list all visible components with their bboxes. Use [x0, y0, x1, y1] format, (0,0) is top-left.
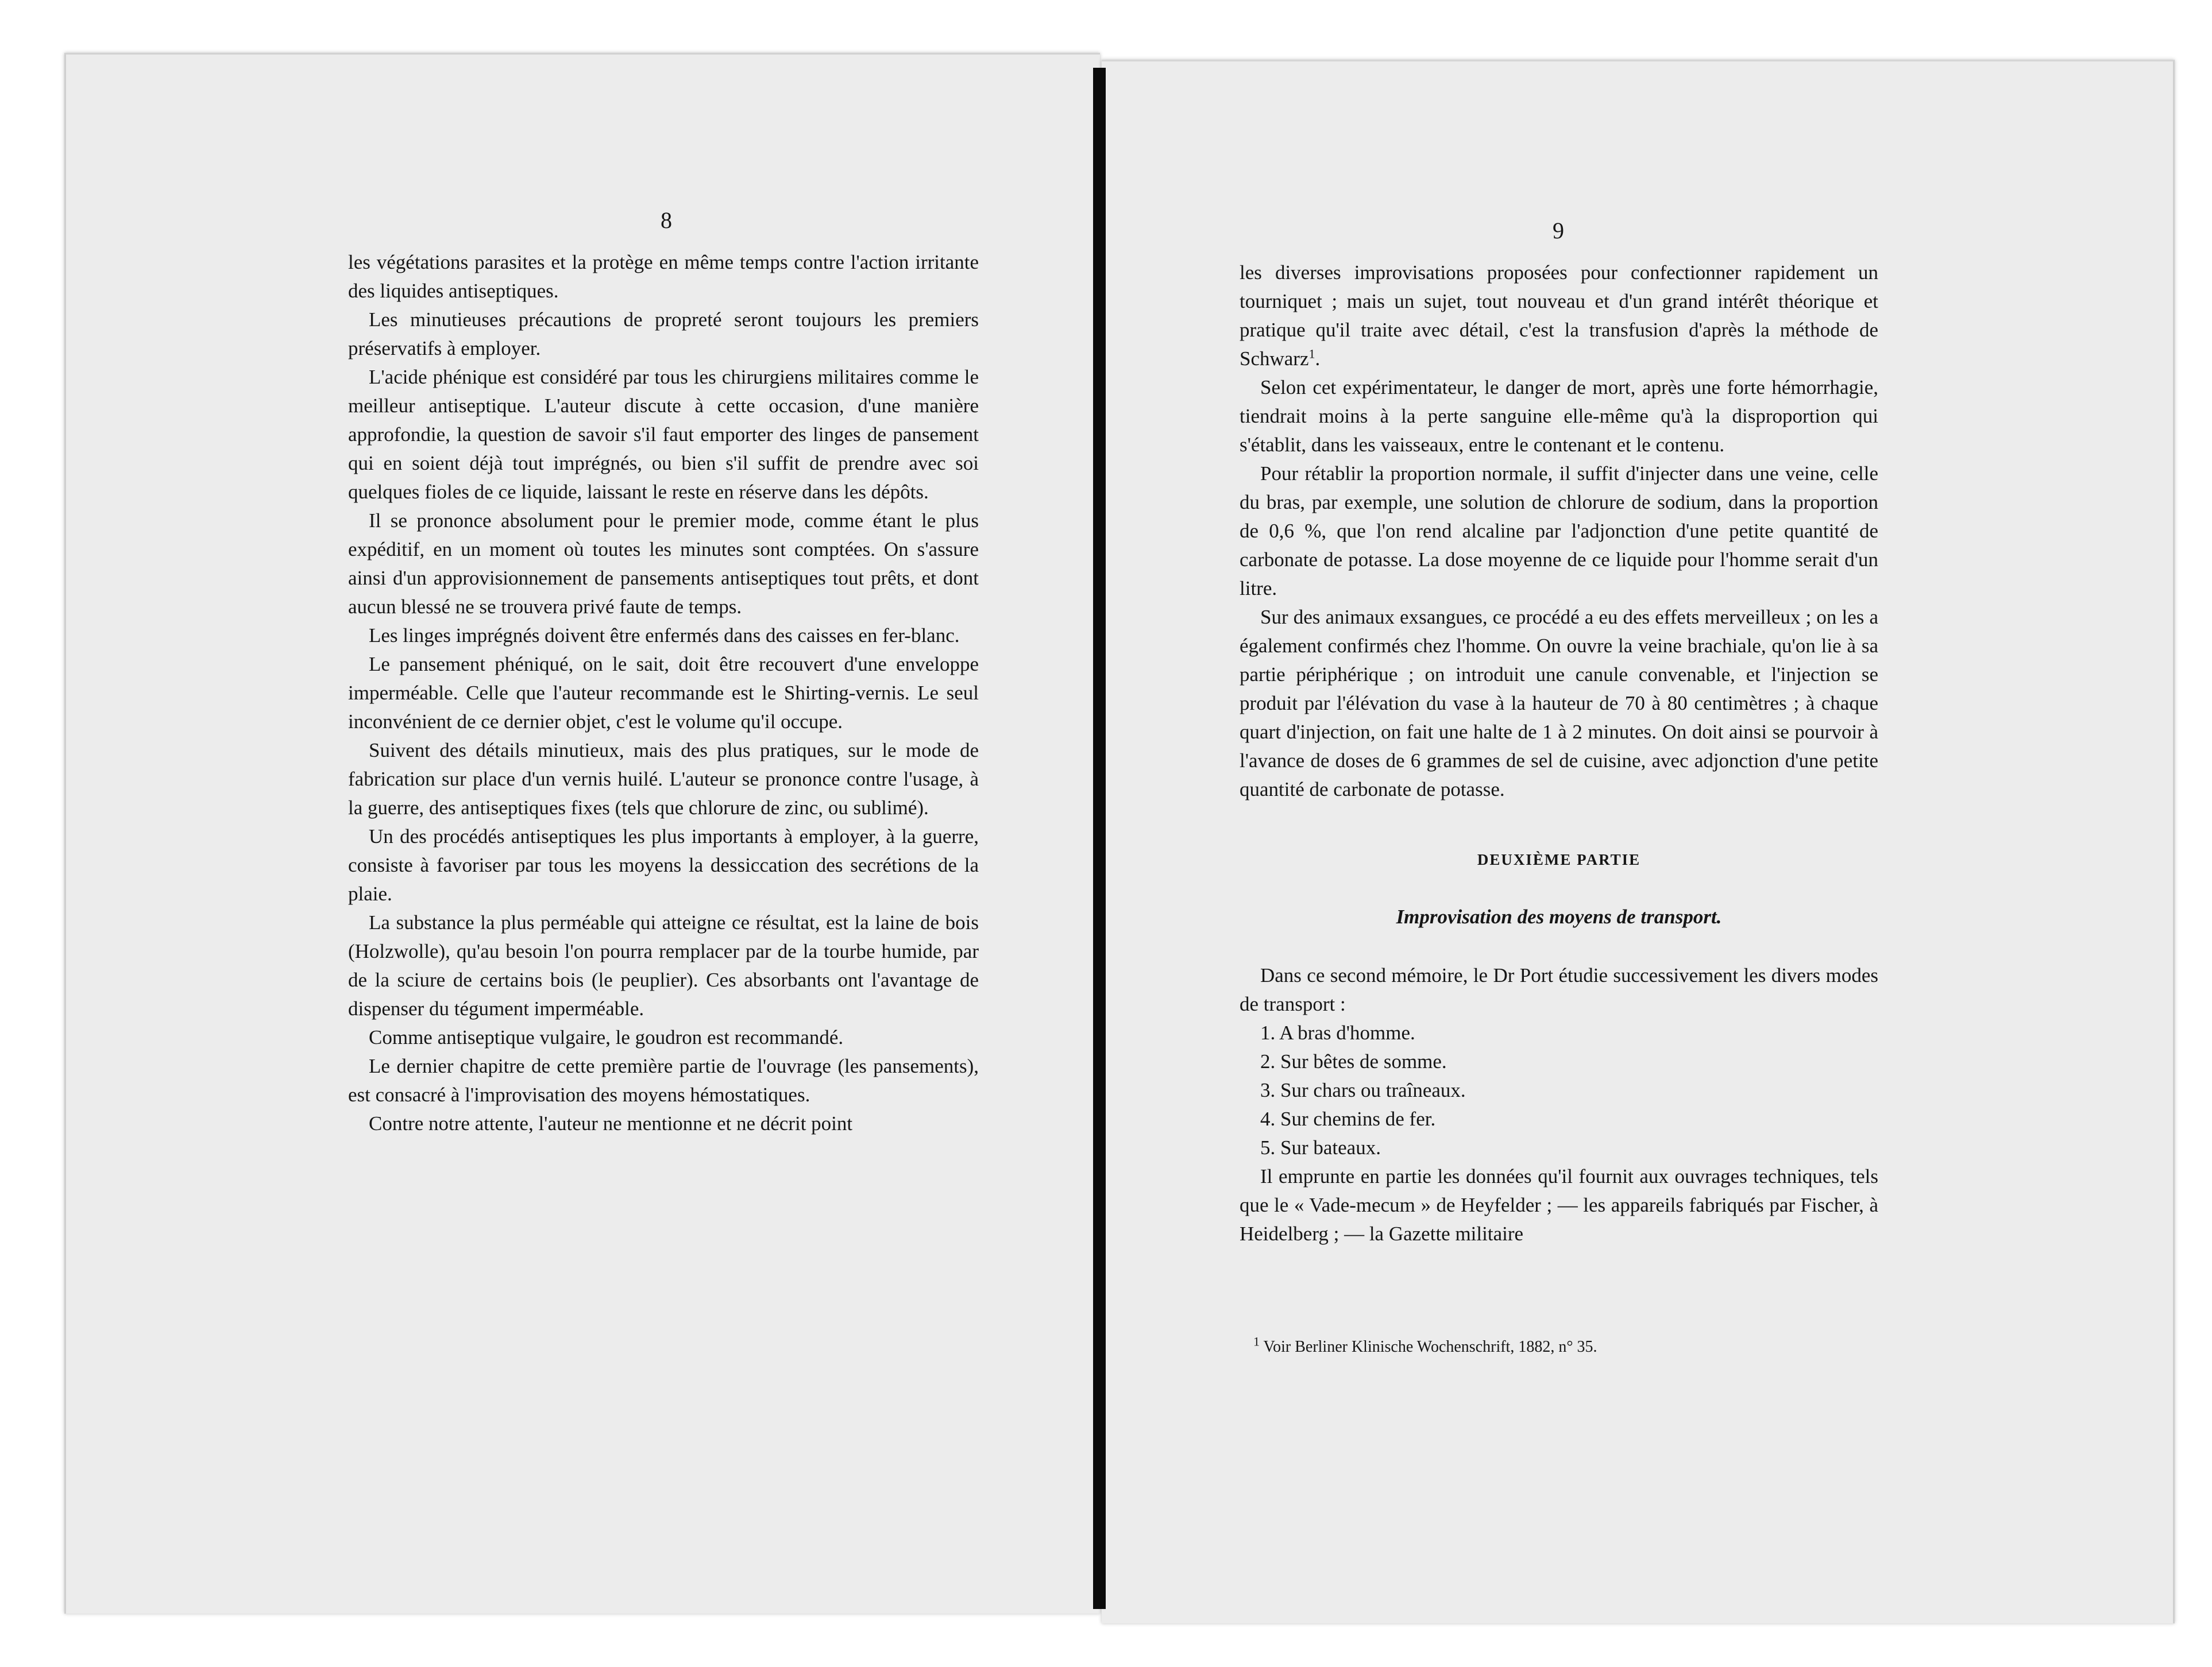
- paragraph: Le dernier chapitre de cette première partie de l'ouvrage (les pansements), est consacré à l'improvisation des moyens hémostatiques.: [348, 1055, 979, 1106]
- intro-paragraph: Dans ce second mémoire, le Dr Port étudie successivement les divers modes de transport :: [1240, 964, 1878, 1015]
- left-page-text: [348, 248, 979, 1138]
- transport-modes-list: [1240, 1019, 1878, 1162]
- list-item: 1. A bras d'homme.: [1260, 1022, 1415, 1044]
- paragraph: Suivent des détails minutieux, mais des plus pratiques, sur le mode de fabrication sur place d'un vernis huilé. L'auteur se prononce contre l'usage, à la guerre, des antiseptiques fixes (tels que chlorure de zinc, ou sublimé).: [348, 739, 979, 819]
- paragraph: Contre notre attente, l'auteur ne mentionne et ne décrit point: [369, 1112, 853, 1135]
- paragraph: Comme antiseptique vulgaire, le goudron est recommandé.: [369, 1026, 844, 1049]
- paragraph: Pour rétablir la proportion normale, il suffit d'injecter dans une veine, celle du bras, par exemple, une solution de chlorure de sodium, dans la proportion de 0,6 %, que l'on rend alcaline par l'adjonction d'une petite quantité de carbonate de potasse. La dose moyenne de ce liquide pour l'homme serait d'un litre.: [1240, 462, 1878, 599]
- section-subheading: Improvisation des moyens de transport.: [1396, 906, 1722, 928]
- book-gutter: [1093, 68, 1106, 1609]
- paragraph: Il emprunte en partie les données qu'il fournit aux ouvrages techniques, tels que le « Vade-mecum » de Heyfelder ; — les appareils fabriqués par Fischer, à Heidelberg ; — la Gazette militaire: [1240, 1165, 1878, 1245]
- paragraph: Un des procédés antiseptiques les plus importants à employer, à la guerre, consiste à favoriser par tous les moyens la dessiccation des secrétions de la plaie.: [348, 825, 979, 905]
- footnote-mark: 1: [1308, 346, 1315, 361]
- list-item: 2. Sur bêtes de somme.: [1260, 1050, 1447, 1073]
- paragraph: Sur des animaux exsangues, ce procédé a eu des effets merveilleux ; on les a également confirmés chez l'homme. On ouvre la veine brachiale, qu'on lie à sa partie périphérique ; on introduit une canule convenable, et l'injection se produit par l'élévation du vase à la hauteur de 70 à 80 centimètres ; à chaque quart d'injection, on fait une halte de 1 à 2 minutes. On doit ainsi se pourvoir à l'avance de doses de 6 grammes de sel de cuisine, avec adjonction d'une petite quantité de carbonate de potasse.: [1240, 606, 1878, 800]
- footnote-number: 1: [1253, 1334, 1260, 1349]
- paragraph: les diverses improvisations proposées pour confectionner rapidement un tourniquet ; mais un sujet, tout nouveau et d'un grand intérêt théorique et pratique qu'il traite avec détail, c'est la transfusion d'après la méthode de Schwarz$^1$.: [1240, 261, 1878, 370]
- paragraph: les végétations parasites et la protège en même temps contre l'action irritante des liquides antiseptiques.: [348, 251, 979, 302]
- paragraph: L'acide phénique est considéré par tous les chirurgiens militaires comme le meilleur antiseptique. L'auteur discute à cette occasion, d'une manière approfondie, la question de savoir s'il faut emporter des linges de pansement qui en soient déjà tout imprégnés, ou bien s'il suffit de prendre avec soi quelques fioles de ce liquide, laissant le reste en réserve dans les dépôts.: [348, 366, 979, 503]
- footnote: [1253, 1334, 1885, 1356]
- right-page-number: 9: [1553, 218, 1564, 243]
- paragraph: Les minutieuses précautions de propreté seront toujours les premiers préservatifs à employer.: [348, 308, 979, 359]
- left-page-number: 8: [661, 207, 672, 233]
- paragraph: Le pansement phéniqué, on le sait, doit être recouvert d'une enveloppe imperméable. Celle que l'auteur recommande est le Shirting-vernis. Le seul inconvénient de ce dernier objet, c'est le volume qu'il occupe.: [348, 653, 979, 733]
- paragraph: Il se prononce absolument pour le premier mode, comme étant le plus expéditif, en un moment où toutes les minutes sont comptées. On s'assure ainsi d'un approvisionnement de pansements antiseptiques tout prêts, et dont aucun blessé ne se trouvera privé faute de temps.: [348, 509, 979, 618]
- paragraph: Selon cet expérimentateur, le danger de mort, après une forte hémorrhagie, tiendrait moins à la perte sanguine elle-même qu'à la disproportion qui s'établit, dans les vaisseaux, entre le contenant et le contenu.: [1240, 376, 1878, 456]
- list-item: 5. Sur bateaux.: [1260, 1136, 1381, 1159]
- paragraph: La substance la plus perméable qui atteigne ce résultat, est la laine de bois (Holzwolle), qu'au besoin l'on pourra remplacer par de la tourbe humide, par de la sciure de certains bois (le peuplier). Ces absorbants ont l'avantage de dispenser du tégument imperméable.: [348, 911, 979, 1020]
- list-item: 3. Sur chars ou traîneaux.: [1260, 1079, 1466, 1101]
- footnote-text: Voir Berliner Klinische Wochenschrift, 1882, n° 35.: [1263, 1338, 1597, 1356]
- paragraph: Les linges imprégnés doivent être enfermés dans des caisses en fer-blanc.: [369, 624, 960, 647]
- right-page-text: [1240, 258, 1878, 1248]
- paragraph-text: les diverses improvisations proposées pour confectionner rapidement un tourniquet ; mais un sujet, tout nouveau et d'un grand intérêt théorique et pratique qu'il traite avec détail, c'est la transfusion d'après la méthode de Schwarz: [1240, 261, 1878, 370]
- list-item: 4. Sur chemins de fer.: [1260, 1108, 1436, 1130]
- section-heading: DEUXIÈME PARTIE: [1477, 851, 1641, 868]
